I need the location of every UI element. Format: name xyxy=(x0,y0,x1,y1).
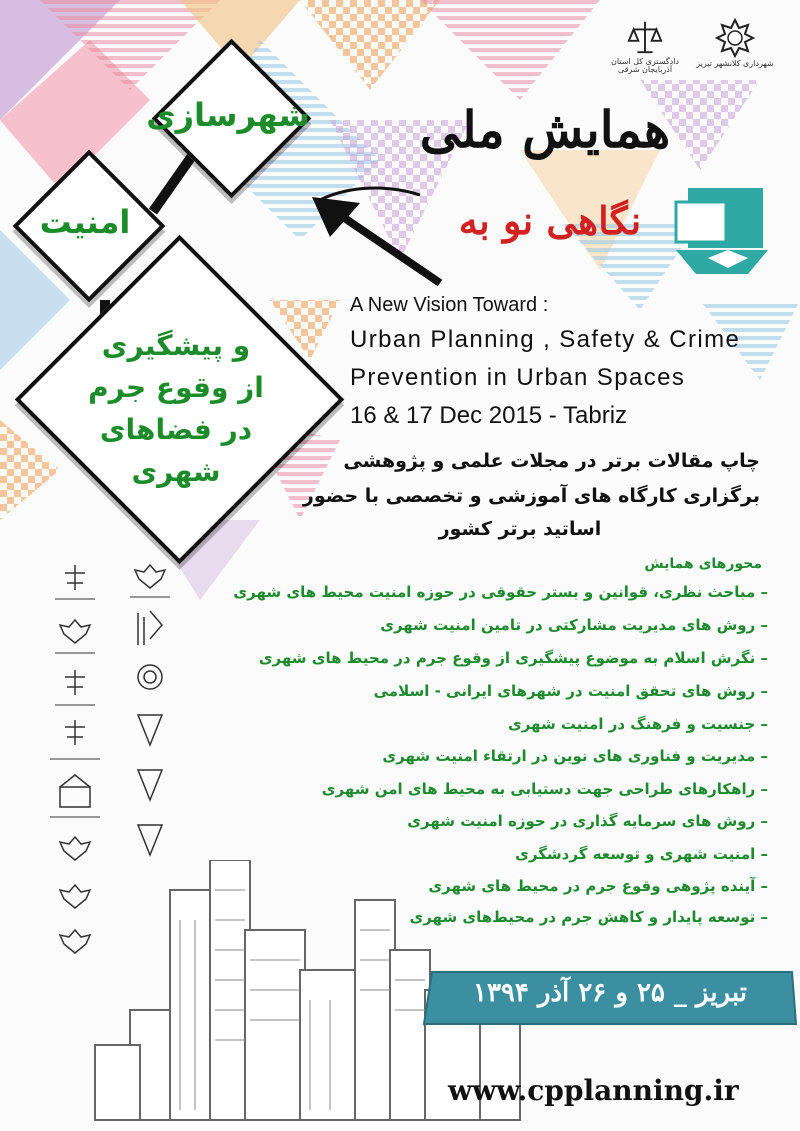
azad-university-icon xyxy=(138,715,162,745)
diamond-line: و پیشگیری xyxy=(101,329,251,362)
topic-dash: – xyxy=(760,649,768,667)
announcement-1: چاپ مقالات برتر در مجلات علمی و پژوهشی xyxy=(343,450,760,472)
logo-judiciary-caption: دادگستری کل استان آذربایجان شرقی xyxy=(611,57,679,74)
topic-item xyxy=(208,616,768,634)
topic-dash: – xyxy=(760,682,768,700)
logo-municipality-caption: شهرداری کلانشهر تبریز xyxy=(696,59,774,68)
topics-heading: محورهای همایش xyxy=(644,556,762,572)
topic-item xyxy=(208,747,768,765)
conference-logo-icon xyxy=(668,178,778,288)
english-line3: Prevention in Urban Spaces xyxy=(350,364,686,391)
topic-text: جنسیت و فرهنگ در امنیت شهری xyxy=(507,715,756,733)
topic-text: مدیریت و فناوری های نوین در ارتقاء امنیت شهری xyxy=(382,747,756,765)
topic-dash: – xyxy=(760,780,768,798)
topic-dash: – xyxy=(760,812,768,830)
flower-emblem-icon xyxy=(60,620,90,643)
topic-dash: – xyxy=(760,877,768,895)
diamond-urban-planning-text: شهرسازی xyxy=(146,96,310,134)
diamond-security-text: امنیت xyxy=(39,203,131,241)
topic-item xyxy=(208,812,768,830)
diamond-line: در فضاهای xyxy=(99,413,253,446)
topic-dash: – xyxy=(760,845,768,863)
english-line1: A New Vision Toward : xyxy=(350,294,549,316)
diamond-line: از وقوع جرم xyxy=(88,371,264,404)
topic-text: توسعه پایدار و کاهش جرم در محیط‌های شهری xyxy=(409,908,756,926)
logo-municipality xyxy=(690,18,780,68)
title-main: همایش ملی xyxy=(419,100,671,159)
municipality-emblem-icon xyxy=(715,18,755,58)
topic-dash: – xyxy=(760,715,768,733)
topic-text: آینده پژوهی وقوع جرم در محیط های شهری xyxy=(428,877,756,895)
topic-text: امنیت شهری و توسعه گردشگری xyxy=(515,845,756,863)
flower-emblem-icon xyxy=(60,837,90,860)
topic-item xyxy=(208,682,768,700)
topic-text: روش های سرمایه گذاری در حوزه امنیت شهری xyxy=(407,812,756,830)
english-date: 16 & 17 Dec 2015 - Tabriz xyxy=(350,402,628,429)
diamond-crime-prevention-text xyxy=(60,325,292,493)
logo-judiciary xyxy=(600,18,690,74)
topic-item xyxy=(208,780,768,798)
university-emblem-icon xyxy=(138,611,162,645)
flower-emblem-icon xyxy=(135,565,165,588)
topic-dash: – xyxy=(760,908,768,926)
announcement-2: برگزاری کارگاه های آموزشی و تخصصی با حضور xyxy=(302,485,760,507)
topic-text: روش های تحقق امنیت در شهرهای ایرانی - اسلامی xyxy=(373,682,756,700)
azad-university-icon xyxy=(138,770,162,800)
topic-dash: – xyxy=(760,747,768,765)
date-banner-text: تبریز _ ۲۵ و ۲۶ آذر ۱۳۹۴ xyxy=(473,978,747,1008)
topic-text: روش های مدیریت مشارکتی در تامین امنیت شهری xyxy=(380,616,756,634)
seal-emblem-icon xyxy=(138,665,162,689)
topic-dash: – xyxy=(760,583,768,601)
azad-university-icon xyxy=(138,825,162,855)
topic-dash: – xyxy=(760,616,768,634)
iran-emblem-icon xyxy=(65,565,85,590)
arrow-icon xyxy=(290,185,450,295)
iran-emblem-icon xyxy=(65,720,85,745)
topic-text: نگرش اسلام به موضوع پیشگیری از وقوع جرم در محیط های شهری xyxy=(258,649,756,667)
building-emblem-icon xyxy=(60,787,90,807)
diamond-line: شهری xyxy=(131,455,221,488)
title-sub: نگاهی نو به xyxy=(458,198,642,243)
topic-item xyxy=(208,649,768,667)
iran-emblem-icon xyxy=(65,670,85,695)
topic-item xyxy=(208,715,768,733)
english-line2: Urban Planning , Safety & Crime xyxy=(350,326,741,353)
justice-scale-icon xyxy=(626,18,664,56)
topic-text: راهکارهای طراحی جهت دستیابی به محیط های امن شهری xyxy=(321,780,756,798)
website-link[interactable]: www.cpplanning.ir xyxy=(448,1074,739,1107)
announcement-3: اساتید برتر کشور xyxy=(438,518,602,540)
topic-text: مباحث نظری، قوانین و بستر حقوقی در حوزه امنیت محیط های شهری xyxy=(233,583,756,601)
topic-item xyxy=(208,583,768,601)
